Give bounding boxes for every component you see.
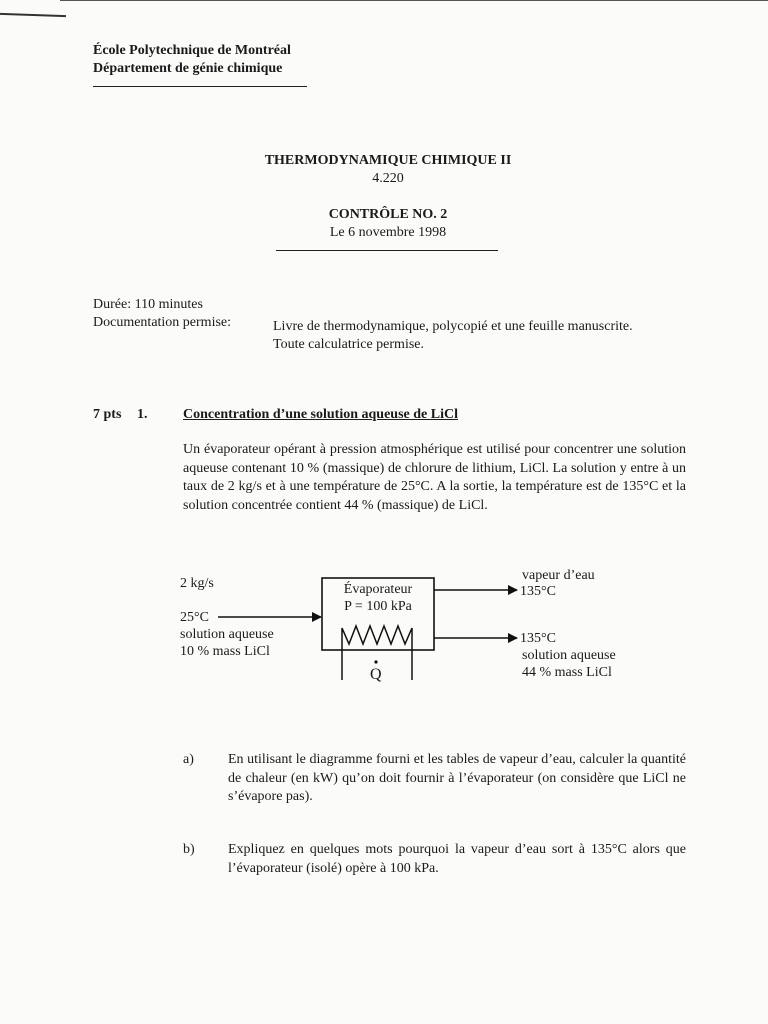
- inlet-description-2: 10 % mass LiCl: [180, 644, 270, 659]
- heat-q-label: Q: [370, 666, 382, 683]
- duration: Durée: 110 minutes: [93, 297, 203, 312]
- question-title: Concentration d’une solution aqueuse de LiCl: [183, 407, 458, 422]
- part-a-text: En utilisant le diagramme fourni et les tables de vapeur d’eau, calculer la quantité de chaleur (en kW) qu’on doit fournir à l’évaporateur (on considère que LiCl ne s’évapore pas).: [228, 752, 686, 804]
- inlet-rate: 2 kg/s: [180, 576, 214, 591]
- inlet-temperature: 25°C: [180, 610, 209, 625]
- course-title: THERMODYNAMIQUE CHIMIQUE II: [264, 153, 512, 168]
- evaporator-name: Évaporateur: [343, 582, 413, 597]
- exam-date: Le 6 novembre 1998: [329, 225, 447, 240]
- department-name: Département de génie chimique: [93, 61, 283, 76]
- evaporator-pressure: P = 100 kPa: [344, 599, 412, 614]
- outlet-description-1: solution aqueuse: [522, 648, 616, 663]
- part-a-label: a): [183, 752, 194, 767]
- exam-title: CONTRÔLE NO. 2: [328, 207, 448, 222]
- heating-coil-icon: [342, 626, 412, 644]
- documentation-label: Documentation permise:: [93, 315, 232, 330]
- question-number: 1.: [137, 407, 148, 422]
- inlet-description-1: solution aqueuse: [180, 627, 274, 642]
- q-dot: [374, 660, 377, 663]
- documentation-line-1: Livre de thermodynamique, polycopié et une feuille manuscrite.: [273, 319, 633, 334]
- question-points: 7 pts: [93, 407, 122, 422]
- part-b-text: Expliquez en quelques mots pourquoi la vapeur d’eau sort à 135°C alors que l’évaporateur (isolé) opère à 100 kPa.: [228, 842, 686, 876]
- part-b-label: b): [183, 842, 195, 857]
- question-intro: Un évaporateur opérant à pression atmosphérique est utilisé pour concentrer une solution aqueuse contenant 10 % (massique) de chlorure de lithium, LiCl. La solution y entre à un taux de 2 kg/s et à une température de 25°C. A la sortie, la température est de 135°C et la solution concentrée contient 44 % (massique) de LiCl.: [183, 442, 686, 513]
- vapor-temperature: 135°C: [520, 584, 556, 599]
- course-code: 4.220: [372, 171, 404, 186]
- documentation-line-2: Toute calculatrice permise.: [273, 337, 424, 352]
- outlet-temperature: 135°C: [520, 631, 556, 646]
- outlet-description-2: 44 % mass LiCl: [522, 665, 612, 680]
- school-name: École Polytechnique de Montréal: [93, 43, 291, 58]
- vapor-label: vapeur d’eau: [522, 568, 595, 583]
